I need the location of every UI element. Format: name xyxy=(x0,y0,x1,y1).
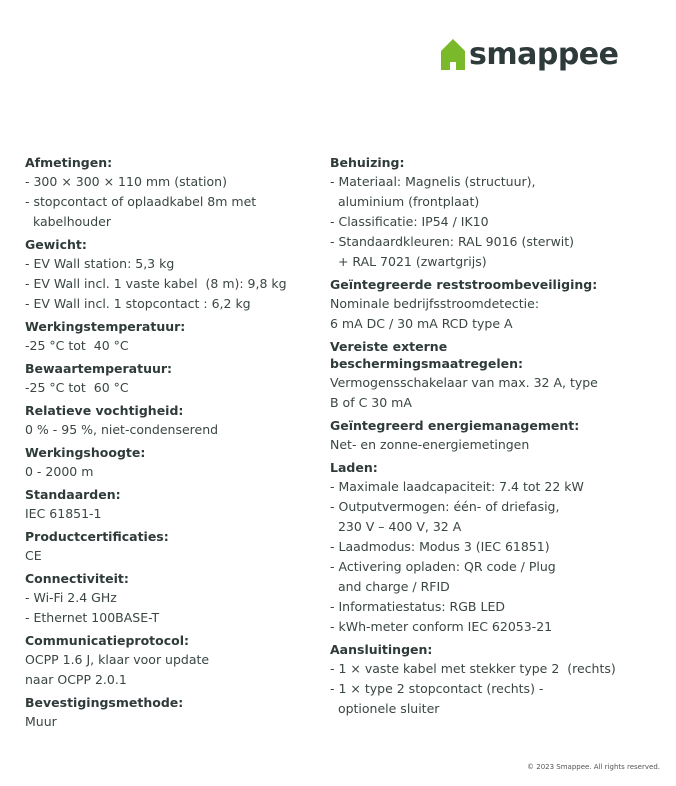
spec-line: aluminium (frontplaat) xyxy=(330,194,480,209)
brand-name: smappee xyxy=(469,37,619,72)
spec-section xyxy=(330,641,630,719)
spec-section xyxy=(25,444,310,482)
spec-line: - Classificatie: IP54 / IK10 xyxy=(330,214,489,229)
spec-section xyxy=(25,360,310,398)
spec-line: - 1 × vaste kabel met stekker type 2 (rechts) xyxy=(330,661,616,676)
spec-line: - EV Wall incl. 1 stopcontact : 6,2 kg xyxy=(25,296,251,311)
spec-line: 230 V – 400 V, 32 A xyxy=(330,519,462,534)
spec-heading: Connectiviteit: xyxy=(25,571,129,586)
spec-line: - Standaardkleuren: RAL 9016 (sterwit) xyxy=(330,234,575,249)
spec-heading: Geïntegreerde reststroombeveiliging: xyxy=(330,277,598,292)
spec-section xyxy=(25,154,310,232)
spec-column-left xyxy=(25,150,310,732)
spec-heading: Productcertificaties: xyxy=(25,529,169,544)
spec-section xyxy=(25,632,310,690)
spec-line: - Outputvermogen: één- of driefasig, xyxy=(330,499,560,514)
spec-line: - EV Wall incl. 1 vaste kabel (8 m): 9,8 kg xyxy=(25,276,287,291)
spec-heading: Aansluitingen: xyxy=(330,642,433,657)
spec-section xyxy=(330,338,630,413)
spec-line: - Wi-Fi 2.4 GHz xyxy=(25,590,117,605)
spec-section xyxy=(330,154,630,272)
spec-heading: Werkingstemperatuur: xyxy=(25,319,186,334)
spec-section xyxy=(25,486,310,524)
spec-section xyxy=(25,236,310,314)
spec-line: - Maximale laadcapaciteit: 7.4 tot 22 kW xyxy=(330,479,584,494)
spec-line: - Materiaal: Magnelis (structuur), xyxy=(330,174,536,189)
spec-section xyxy=(25,694,310,732)
spec-heading: Geïntegreerd energiemanagement: xyxy=(330,418,580,433)
spec-line: Nominale bedrijfsstroomdetectie: xyxy=(330,296,540,311)
spec-line: and charge / RFID xyxy=(330,579,450,594)
spec-line: Vermogensschakelaar van max. 32 A, type xyxy=(330,375,598,390)
spec-line: Muur xyxy=(25,714,57,729)
spec-heading: Bevestigingsmethode: xyxy=(25,695,184,710)
spec-line: - 300 × 300 × 110 mm (station) xyxy=(25,174,227,189)
spec-heading: Afmetingen: xyxy=(25,155,113,170)
spec-heading: Standaarden: xyxy=(25,487,121,502)
spec-section xyxy=(25,402,310,440)
spec-line: - Laadmodus: Modus 3 (IEC 61851) xyxy=(330,539,550,554)
spec-heading: Werkingshoogte: xyxy=(25,445,146,460)
spec-line: - stopcontact of oplaadkabel 8m met xyxy=(25,194,257,209)
spec-section xyxy=(330,459,630,637)
spec-section xyxy=(330,276,630,334)
copyright-footer: © 2023 Smappee. All rights reserved. xyxy=(527,763,660,771)
spec-line: -25 °C tot 40 °C xyxy=(25,338,129,353)
spec-line: kabelhouder xyxy=(25,214,111,229)
spec-line: - Ethernet 100BASE-T xyxy=(25,610,160,625)
spec-line: - kWh-meter conform IEC 62053-21 xyxy=(330,619,553,634)
spec-line: CE xyxy=(25,548,42,563)
house-leaf-icon xyxy=(440,38,466,72)
spec-line: - Informatiestatus: RGB LED xyxy=(330,599,505,614)
spec-section xyxy=(25,570,310,628)
spec-heading: Bewaartemperatuur: xyxy=(25,361,173,376)
spec-line: optionele sluiter xyxy=(330,701,440,716)
spec-section xyxy=(330,417,630,455)
spec-section xyxy=(25,528,310,566)
spec-line: 6 mA DC / 30 mA RCD type A xyxy=(330,316,513,331)
spec-line: 0 - 2000 m xyxy=(25,464,94,479)
spec-line: - EV Wall station: 5,3 kg xyxy=(25,256,175,271)
spec-section xyxy=(25,318,310,356)
spec-heading: Communicatieprotocol: xyxy=(25,633,190,648)
brand-logo xyxy=(440,38,619,72)
spec-heading: Behuizing: xyxy=(330,155,405,170)
spec-line: - Activering opladen: QR code / Plug xyxy=(330,559,556,574)
spec-heading: Laden: xyxy=(330,460,378,475)
spec-heading: Gewicht: xyxy=(25,237,87,252)
spec-line: + RAL 7021 (zwartgrijs) xyxy=(330,254,487,269)
spec-line: Net- en zonne-energiemetingen xyxy=(330,437,530,452)
spec-line: - 1 × type 2 stopcontact (rechts) - xyxy=(330,681,544,696)
spec-line: naar OCPP 2.0.1 xyxy=(25,672,127,687)
spec-line: B of C 30 mA xyxy=(330,395,412,410)
spec-column-right xyxy=(330,150,630,719)
spec-line: -25 °C tot 60 °C xyxy=(25,380,129,395)
spec-heading: Vereiste externe beschermingsmaatregelen: xyxy=(330,339,524,371)
spec-line: 0 % - 95 %, niet-condenserend xyxy=(25,422,219,437)
spec-heading: Relatieve vochtigheid: xyxy=(25,403,184,418)
spec-line: OCPP 1.6 J, klaar voor update xyxy=(25,652,210,667)
spec-line: IEC 61851-1 xyxy=(25,506,102,521)
